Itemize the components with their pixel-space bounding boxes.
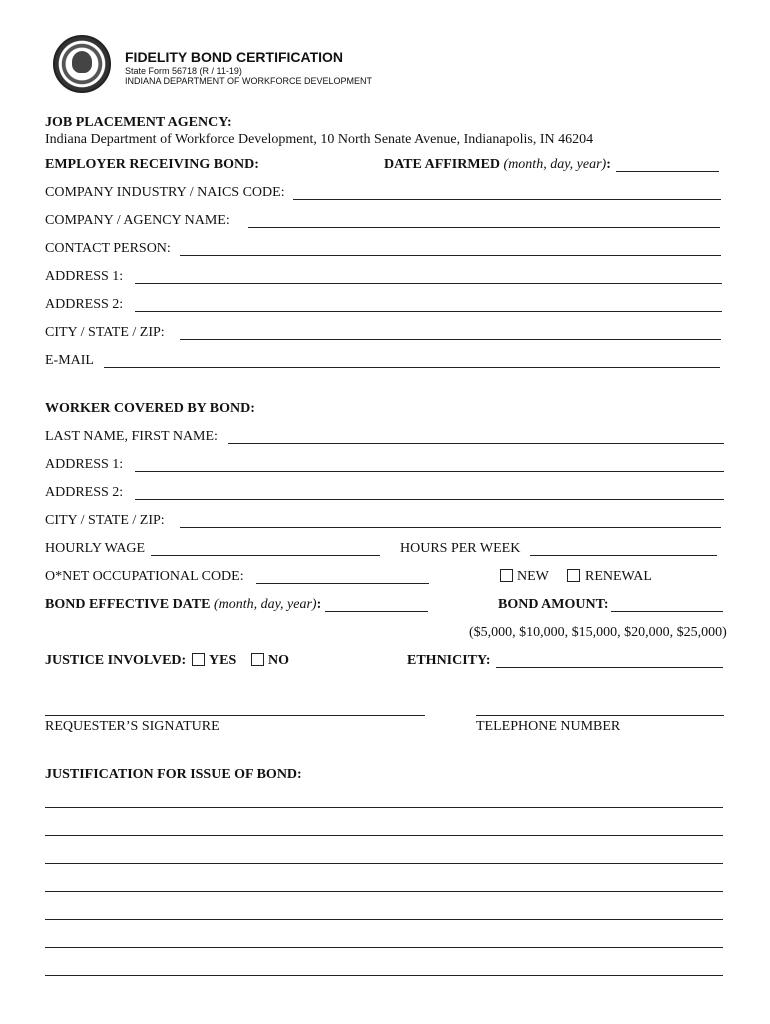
justice-yes-label: YES xyxy=(209,653,237,668)
justification-line-1[interactable] xyxy=(45,807,723,808)
justification-line-6[interactable] xyxy=(45,947,723,948)
worker-address1-label: ADDRESS 1: xyxy=(45,457,124,472)
justification-line-4[interactable] xyxy=(45,891,723,892)
employer-address2-field[interactable] xyxy=(135,311,722,312)
justice-no-checkbox[interactable] xyxy=(251,653,264,666)
form-title: FIDELITY BOND CERTIFICATION xyxy=(125,49,344,65)
employer-label: EMPLOYER RECEIVING BOND: xyxy=(45,157,259,172)
new-label: NEW xyxy=(517,569,549,584)
bond-effective-date-label: BOND EFFECTIVE DATE (month, day, year): xyxy=(45,597,322,612)
requester-signature-label: REQUESTER’S SIGNATURE xyxy=(45,719,220,734)
email-label: E-MAIL xyxy=(45,353,94,368)
justification-line-5[interactable] xyxy=(45,919,723,920)
worker-address2-field[interactable] xyxy=(135,499,724,500)
justice-no-label: NO xyxy=(268,653,289,668)
bond-effective-date-field[interactable] xyxy=(325,611,428,612)
onet-code-label: O*NET OCCUPATIONAL CODE: xyxy=(45,569,244,584)
telephone-field[interactable] xyxy=(476,715,724,716)
justification-line-7[interactable] xyxy=(45,975,723,976)
new-checkbox[interactable] xyxy=(500,569,513,582)
worker-city-field[interactable] xyxy=(180,527,721,528)
company-name-field[interactable] xyxy=(248,227,720,228)
onet-code-field[interactable] xyxy=(256,583,429,584)
justification-label: JUSTIFICATION FOR ISSUE OF BOND: xyxy=(45,767,302,782)
worker-city-label: CITY / STATE / ZIP: xyxy=(45,513,165,528)
email-field[interactable] xyxy=(104,367,720,368)
date-affirmed-field[interactable] xyxy=(616,171,719,172)
worker-address2-label: ADDRESS 2: xyxy=(45,485,124,500)
requester-signature-field[interactable] xyxy=(45,715,425,716)
telephone-label: TELEPHONE NUMBER xyxy=(476,719,621,734)
hourly-wage-field[interactable] xyxy=(151,555,380,556)
employer-address1-label: ADDRESS 1: xyxy=(45,269,124,284)
employer-address2-label: ADDRESS 2: xyxy=(45,297,124,312)
worker-label: WORKER COVERED BY BOND: xyxy=(45,401,255,416)
company-name-label: COMPANY / AGENCY NAME: xyxy=(45,213,230,228)
contact-person-label: CONTACT PERSON: xyxy=(45,241,171,256)
agency-label: JOB PLACEMENT AGENCY: xyxy=(45,115,232,130)
worker-name-field[interactable] xyxy=(228,443,724,444)
justice-involved-label: JUSTICE INVOLVED: xyxy=(45,653,187,668)
justification-line-3[interactable] xyxy=(45,863,723,864)
employer-city-field[interactable] xyxy=(180,339,721,340)
date-affirmed-label: DATE AFFIRMED (month, day, year): xyxy=(384,157,611,172)
ethnicity-field[interactable] xyxy=(496,667,723,668)
hourly-wage-label: HOURLY WAGE xyxy=(45,541,146,556)
form-number: State Form 56718 (R / 11-19) xyxy=(125,66,242,76)
renewal-label: RENEWAL xyxy=(585,569,652,584)
justification-line-2[interactable] xyxy=(45,835,723,836)
employer-city-label: CITY / STATE / ZIP: xyxy=(45,325,165,340)
hours-per-week-field[interactable] xyxy=(530,555,717,556)
department-name: INDIANA DEPARTMENT OF WORKFORCE DEVELOPMENT xyxy=(125,76,373,86)
renewal-checkbox[interactable] xyxy=(567,569,580,582)
bond-amount-field[interactable] xyxy=(611,611,723,612)
employer-address1-field[interactable] xyxy=(135,283,722,284)
bond-amount-label: BOND AMOUNT: xyxy=(498,597,609,612)
contact-person-field[interactable] xyxy=(180,255,721,256)
worker-name-label: LAST NAME, FIRST NAME: xyxy=(45,429,218,444)
hours-per-week-label: HOURS PER WEEK xyxy=(400,541,521,556)
bond-amount-options: ($5,000, $10,000, $15,000, $20,000, $25,000) xyxy=(469,625,727,640)
industry-field[interactable] xyxy=(293,199,721,200)
agency-value: Indiana Department of Workforce Development, 10 North Senate Avenue, Indianapolis, IN 46204 xyxy=(45,132,594,147)
justice-yes-checkbox[interactable] xyxy=(192,653,205,666)
ethnicity-label: ETHNICITY: xyxy=(407,653,491,668)
state-seal-logo xyxy=(53,35,111,93)
industry-label: COMPANY INDUSTRY / NAICS CODE: xyxy=(45,185,285,200)
worker-address1-field[interactable] xyxy=(135,471,724,472)
